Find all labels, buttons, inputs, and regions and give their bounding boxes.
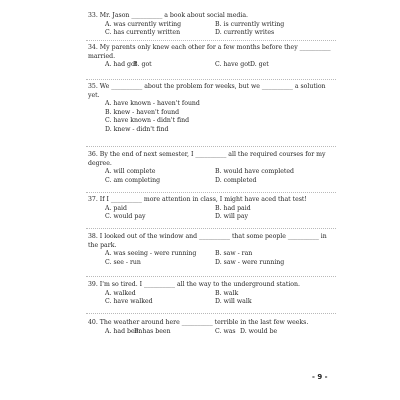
answer-options xyxy=(105,61,336,70)
option-a: A. will complete xyxy=(105,168,156,176)
divider xyxy=(86,146,336,147)
question-35 xyxy=(88,83,336,135)
divider xyxy=(86,276,336,277)
answer-options xyxy=(105,290,336,307)
option-b: B. would have completed xyxy=(215,168,294,176)
question-stem: 38. I looked out of the window and __________ that some people __________ in the park. xyxy=(88,233,327,249)
answer-options xyxy=(105,250,336,267)
option-b: B. knew - haven't found xyxy=(105,108,180,116)
question-38 xyxy=(88,233,336,267)
option-b: B. saw - ran xyxy=(215,250,253,258)
option-c: C. was xyxy=(215,327,236,335)
option-d: D. get xyxy=(250,61,269,69)
option-b: B. got xyxy=(133,61,152,69)
question-stem: 35. We __________ about the problem for weeks, but we __________ a solution yet. xyxy=(88,83,326,99)
option-a: A. walked xyxy=(105,289,136,297)
answer-options xyxy=(105,21,336,38)
option-c: C. would pay xyxy=(105,213,146,221)
option-b: B. had paid xyxy=(215,204,251,212)
question-39 xyxy=(88,281,336,307)
option-d: D. saw - were running xyxy=(215,258,285,266)
divider xyxy=(86,228,336,229)
question-34 xyxy=(88,44,336,70)
question-33 xyxy=(88,12,336,38)
option-c: C. am completing xyxy=(105,176,161,184)
answer-options xyxy=(105,100,336,134)
question-37 xyxy=(88,196,336,222)
answer-options xyxy=(105,205,336,222)
option-a: A. have known - haven't found xyxy=(105,100,200,108)
option-d: D. would be xyxy=(240,327,278,335)
option-a: A. paid xyxy=(105,204,127,212)
option-d: D. completed xyxy=(215,176,257,184)
page-number: - 9 - xyxy=(312,373,328,381)
option-b: B. has been xyxy=(134,327,171,335)
question-stem: 36. By the end of next semester, I __________ all the required courses for my degree. xyxy=(88,151,326,167)
option-b: B. walk xyxy=(215,289,239,297)
option-d: D. will walk xyxy=(215,298,252,306)
option-c: C. have known - didn't find xyxy=(105,117,190,125)
question-stem: 33. Mr. Jason __________ a book about social media. xyxy=(88,12,248,19)
question-stem: 37. If I __________ more attention in class, I might have aced that test! xyxy=(88,196,307,203)
question-stem: 39. I'm so tired. I __________ all the way to the underground station. xyxy=(88,281,300,288)
option-c: C. have walked xyxy=(105,298,153,306)
option-c: C. have got xyxy=(215,61,251,69)
option-a: A. had got xyxy=(105,61,138,69)
divider xyxy=(86,79,336,80)
option-b: B. is currently writing xyxy=(215,20,285,28)
question-stem: 34. My parents only knew each other for a few months before they __________ married. xyxy=(88,44,331,60)
answer-options xyxy=(105,168,336,185)
option-a: A. was currently writing xyxy=(105,20,182,28)
answer-options xyxy=(105,328,336,337)
option-c: C. has currently written xyxy=(105,29,181,37)
option-a: A. was seeing - were running xyxy=(105,250,197,258)
option-d: D. will pay xyxy=(215,213,249,221)
option-c: C. see - run xyxy=(105,258,141,266)
question-40 xyxy=(88,319,336,336)
option-a: A. had been xyxy=(105,327,143,335)
divider xyxy=(86,192,336,193)
question-36 xyxy=(88,151,336,185)
option-d: D. knew - didn't find xyxy=(105,125,169,133)
divider xyxy=(86,313,336,314)
question-stem: 40. The weather around here __________ terrible in the last few weeks. xyxy=(88,319,309,326)
option-d: D. currently writes xyxy=(215,29,275,37)
divider xyxy=(86,40,336,41)
